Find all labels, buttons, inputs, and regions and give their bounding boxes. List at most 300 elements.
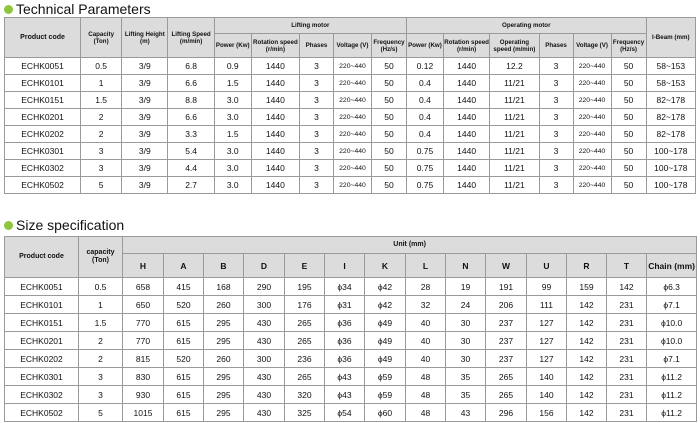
- cell-dimension: 140: [527, 386, 567, 404]
- cell-dimension: 43: [446, 404, 486, 422]
- cell-dimension: ϕ31: [325, 296, 365, 314]
- cell-om-phases: 3: [539, 92, 573, 109]
- cell-dimension: 295: [204, 314, 244, 332]
- cell-lm-power: 3.0: [214, 143, 251, 160]
- cell-om-rotation: 1440: [443, 143, 489, 160]
- technical-parameters-title: [4, 0, 151, 18]
- table-row: [5, 177, 696, 194]
- cell-lifting-height: 3/9: [122, 109, 168, 126]
- cell-om-power: 0.12: [406, 58, 443, 75]
- cell-lm-power: 3.0: [214, 160, 251, 177]
- cell-lm-power: 3.0: [214, 109, 251, 126]
- cell-dimension: 176: [285, 296, 325, 314]
- cell-dimension: 48: [406, 404, 446, 422]
- cell-lm-power: 3.0: [214, 177, 251, 194]
- cell-lifting-speed: 2.7: [168, 177, 214, 194]
- cell-lm-rotation: 1440: [251, 58, 299, 75]
- cell-capacity: 2: [81, 109, 122, 126]
- cell-om-voltage: 220~440: [573, 177, 611, 194]
- cell-om-frequency: 50: [611, 92, 646, 109]
- cell-om-voltage: 220~440: [573, 126, 611, 143]
- header-om-speed: Operating speed (m/min): [490, 34, 539, 58]
- cell-om-frequency: 50: [611, 75, 646, 92]
- cell-lm-frequency: 50: [372, 75, 407, 92]
- cell-lm-voltage: 220~440: [333, 160, 371, 177]
- cell-dimension: 430: [244, 314, 285, 332]
- cell-capacity: 5: [81, 177, 122, 194]
- cell-lm-frequency: 50: [372, 177, 407, 194]
- table-row: [5, 92, 696, 109]
- cell-capacity: 0.5: [79, 278, 123, 296]
- cell-om-voltage: 220~440: [573, 143, 611, 160]
- cell-lm-rotation: 1440: [251, 143, 299, 160]
- header-lm-rotation: Rotation speed (r/min): [251, 34, 299, 58]
- cell-dimension: 265: [285, 368, 325, 386]
- cell-dimension: 127: [527, 314, 567, 332]
- cell-dimension: ϕ43: [325, 368, 365, 386]
- cell-lifting-speed: 4.4: [168, 160, 214, 177]
- cell-capacity: 1: [79, 296, 123, 314]
- cell-dimension: 815: [123, 350, 164, 368]
- cell-lm-phases: 3: [300, 109, 334, 126]
- cell-i-beam: 100~178: [646, 143, 695, 160]
- cell-capacity: 2: [81, 126, 122, 143]
- cell-lm-phases: 3: [300, 75, 334, 92]
- cell-om-frequency: 50: [611, 109, 646, 126]
- cell-lm-frequency: 50: [372, 58, 407, 75]
- cell-om-phases: 3: [539, 75, 573, 92]
- cell-dimension: 770: [123, 314, 164, 332]
- cell-dimension: ϕ36: [325, 332, 365, 350]
- cell-lm-phases: 3: [300, 177, 334, 194]
- cell-lm-rotation: 1440: [251, 177, 299, 194]
- cell-dimension: 430: [244, 386, 285, 404]
- cell-dimension: 237: [486, 314, 527, 332]
- cell-om-voltage: 220~440: [573, 58, 611, 75]
- cell-dimension: ϕ10.0: [647, 332, 697, 350]
- cell-dimension: 30: [446, 332, 486, 350]
- header-col-w: W: [486, 254, 527, 278]
- cell-om-speed: 12.2: [490, 58, 539, 75]
- cell-product-code: ECHK0202: [5, 350, 79, 368]
- bullet-dot-icon: [4, 5, 13, 14]
- cell-dimension: 295: [204, 386, 244, 404]
- header-lifting-speed: Lifting Speed (m/min): [168, 18, 214, 58]
- cell-capacity: 2: [79, 350, 123, 368]
- cell-dimension: 265: [486, 386, 527, 404]
- cell-dimension: 295: [204, 332, 244, 350]
- cell-dimension: 40: [406, 332, 446, 350]
- cell-lm-frequency: 50: [372, 143, 407, 160]
- cell-dimension: 260: [204, 296, 244, 314]
- table-row: [5, 109, 696, 126]
- cell-om-voltage: 220~440: [573, 160, 611, 177]
- header-col-l: L: [406, 254, 446, 278]
- cell-product-code: ECHK0201: [5, 332, 79, 350]
- cell-lm-voltage: 220~440: [333, 58, 371, 75]
- cell-lifting-height: 3/9: [122, 92, 168, 109]
- size-specification-table: [4, 236, 697, 422]
- cell-product-code: ECHK0101: [5, 296, 79, 314]
- cell-dimension: ϕ7.1: [647, 296, 697, 314]
- cell-lm-frequency: 50: [372, 109, 407, 126]
- cell-dimension: 615: [164, 404, 204, 422]
- cell-lm-power: 1.5: [214, 75, 251, 92]
- header-unit: Unit (mm): [123, 237, 697, 254]
- cell-i-beam: 100~178: [646, 177, 695, 194]
- header-capacity: capacity (Ton): [79, 237, 123, 278]
- cell-lm-voltage: 220~440: [333, 126, 371, 143]
- cell-om-frequency: 50: [611, 143, 646, 160]
- cell-dimension: 142: [567, 296, 607, 314]
- cell-lm-rotation: 1440: [251, 160, 299, 177]
- cell-dimension: ϕ49: [365, 332, 406, 350]
- cell-om-frequency: 50: [611, 126, 646, 143]
- cell-dimension: 295: [204, 404, 244, 422]
- cell-dimension: 48: [406, 386, 446, 404]
- cell-om-power: 0.4: [406, 126, 443, 143]
- cell-om-phases: 3: [539, 109, 573, 126]
- cell-dimension: 320: [285, 386, 325, 404]
- cell-dimension: 1015: [123, 404, 164, 422]
- cell-lm-frequency: 50: [372, 92, 407, 109]
- cell-om-speed: 11/21: [490, 92, 539, 109]
- header-lm-frequency: Frequency (Hz/s): [372, 34, 407, 58]
- cell-dimension: 142: [607, 278, 647, 296]
- cell-om-power: 0.4: [406, 75, 443, 92]
- header-product-code: Product code: [5, 237, 79, 278]
- cell-product-code: ECHK0051: [5, 58, 81, 75]
- table-row: [5, 126, 696, 143]
- cell-dimension: 30: [446, 350, 486, 368]
- table-row: [5, 160, 696, 177]
- cell-om-power: 0.4: [406, 109, 443, 126]
- cell-product-code: ECHK0151: [5, 314, 79, 332]
- cell-dimension: 127: [527, 350, 567, 368]
- cell-dimension: 231: [607, 296, 647, 314]
- table-row: [5, 296, 697, 314]
- cell-dimension: 231: [607, 350, 647, 368]
- cell-dimension: 48: [406, 368, 446, 386]
- cell-dimension: ϕ42: [365, 278, 406, 296]
- cell-dimension: 231: [607, 368, 647, 386]
- cell-dimension: 24: [446, 296, 486, 314]
- cell-lifting-height: 3/9: [122, 75, 168, 92]
- cell-i-beam: 82~178: [646, 92, 695, 109]
- cell-dimension: 40: [406, 314, 446, 332]
- cell-om-rotation: 1440: [443, 126, 489, 143]
- cell-dimension: 236: [285, 350, 325, 368]
- header-col-r: R: [567, 254, 607, 278]
- cell-i-beam: 82~178: [646, 126, 695, 143]
- cell-lm-rotation: 1440: [251, 75, 299, 92]
- table-row: [5, 386, 697, 404]
- cell-om-frequency: 50: [611, 58, 646, 75]
- cell-dimension: 296: [486, 404, 527, 422]
- cell-om-rotation: 1440: [443, 177, 489, 194]
- cell-dimension: ϕ59: [365, 368, 406, 386]
- cell-om-speed: 11/21: [490, 160, 539, 177]
- cell-dimension: ϕ43: [325, 386, 365, 404]
- cell-lifting-speed: 6.6: [168, 75, 214, 92]
- cell-dimension: 30: [446, 314, 486, 332]
- cell-dimension: 265: [285, 332, 325, 350]
- cell-product-code: ECHK0302: [5, 386, 79, 404]
- cell-capacity: 3: [79, 386, 123, 404]
- cell-product-code: ECHK0201: [5, 109, 81, 126]
- cell-lm-rotation: 1440: [251, 109, 299, 126]
- cell-lm-rotation: 1440: [251, 126, 299, 143]
- header-product-code: Product code: [5, 18, 81, 58]
- cell-dimension: 430: [244, 332, 285, 350]
- cell-om-power: 0.75: [406, 177, 443, 194]
- cell-dimension: 430: [244, 368, 285, 386]
- cell-dimension: 237: [486, 350, 527, 368]
- cell-dimension: 195: [285, 278, 325, 296]
- cell-capacity: 2: [79, 332, 123, 350]
- section-title-text: Technical Parameters: [16, 1, 151, 17]
- header-om-power: Power (Kw): [406, 34, 443, 58]
- cell-product-code: ECHK0202: [5, 126, 81, 143]
- table-row: [5, 143, 696, 160]
- cell-lifting-height: 3/9: [122, 160, 168, 177]
- header-col-u: U: [527, 254, 567, 278]
- cell-om-speed: 11/21: [490, 109, 539, 126]
- cell-lifting-speed: 3.3: [168, 126, 214, 143]
- header-lifting-height: Lifting Height (m): [122, 18, 168, 58]
- cell-dimension: 127: [527, 332, 567, 350]
- size-table-body: [5, 278, 697, 422]
- cell-lm-frequency: 50: [372, 160, 407, 177]
- cell-dimension: 615: [164, 332, 204, 350]
- cell-om-speed: 11/21: [490, 126, 539, 143]
- cell-om-rotation: 1440: [443, 92, 489, 109]
- section-title-text: Size specification: [16, 217, 125, 233]
- table-row: [5, 314, 697, 332]
- header-lm-phases: Phases: [300, 34, 334, 58]
- size-specification-title: [4, 216, 124, 234]
- cell-dimension: 159: [567, 278, 607, 296]
- cell-dimension: ϕ42: [365, 296, 406, 314]
- cell-om-speed: 11/21: [490, 177, 539, 194]
- cell-lm-phases: 3: [300, 143, 334, 160]
- cell-i-beam: 58~153: [646, 58, 695, 75]
- cell-om-phases: 3: [539, 143, 573, 160]
- cell-om-phases: 3: [539, 58, 573, 75]
- cell-om-power: 0.75: [406, 143, 443, 160]
- cell-om-phases: 3: [539, 126, 573, 143]
- cell-om-rotation: 1440: [443, 160, 489, 177]
- cell-dimension: ϕ11.2: [647, 368, 697, 386]
- cell-dimension: 99: [527, 278, 567, 296]
- cell-dimension: 35: [446, 386, 486, 404]
- cell-dimension: 111: [527, 296, 567, 314]
- header-col-b: B: [204, 254, 244, 278]
- cell-dimension: 265: [486, 368, 527, 386]
- cell-om-speed: 11/21: [490, 75, 539, 92]
- cell-dimension: 300: [244, 296, 285, 314]
- cell-product-code: ECHK0301: [5, 143, 81, 160]
- cell-om-phases: 3: [539, 177, 573, 194]
- header-col-e: E: [285, 254, 325, 278]
- cell-lm-rotation: 1440: [251, 92, 299, 109]
- cell-dimension: 650: [123, 296, 164, 314]
- cell-om-voltage: 220~440: [573, 109, 611, 126]
- cell-lm-power: 0.9: [214, 58, 251, 75]
- cell-dimension: 140: [527, 368, 567, 386]
- cell-dimension: 300: [244, 350, 285, 368]
- cell-lifting-speed: 6.8: [168, 58, 214, 75]
- cell-om-rotation: 1440: [443, 58, 489, 75]
- cell-om-power: 0.4: [406, 92, 443, 109]
- bullet-dot-icon: [4, 221, 13, 230]
- header-col-i: I: [325, 254, 365, 278]
- cell-dimension: 290: [244, 278, 285, 296]
- cell-om-rotation: 1440: [443, 109, 489, 126]
- table-row: [5, 58, 696, 75]
- cell-om-frequency: 50: [611, 177, 646, 194]
- table-row: [5, 332, 697, 350]
- cell-capacity: 1.5: [81, 92, 122, 109]
- cell-i-beam: 82~178: [646, 109, 695, 126]
- cell-dimension: 231: [607, 332, 647, 350]
- cell-dimension: 265: [285, 314, 325, 332]
- cell-dimension: 415: [164, 278, 204, 296]
- cell-product-code: ECHK0502: [5, 404, 79, 422]
- cell-capacity: 5: [79, 404, 123, 422]
- header-om-frequency: Frequency (Hz/s): [611, 34, 646, 58]
- cell-capacity: 1.5: [79, 314, 123, 332]
- cell-dimension: 930: [123, 386, 164, 404]
- cell-lm-power: 1.5: [214, 126, 251, 143]
- cell-dimension: ϕ49: [365, 314, 406, 332]
- header-col-a: A: [164, 254, 204, 278]
- cell-dimension: 142: [567, 350, 607, 368]
- cell-dimension: 615: [164, 314, 204, 332]
- header-operating-motor: Operating motor: [406, 18, 646, 34]
- cell-dimension: ϕ36: [325, 350, 365, 368]
- table-row: [5, 278, 697, 296]
- cell-dimension: 520: [164, 350, 204, 368]
- cell-dimension: 142: [567, 314, 607, 332]
- cell-om-rotation: 1440: [443, 75, 489, 92]
- cell-lm-voltage: 220~440: [333, 177, 371, 194]
- cell-dimension: 28: [406, 278, 446, 296]
- cell-product-code: ECHK0101: [5, 75, 81, 92]
- cell-om-voltage: 220~440: [573, 92, 611, 109]
- cell-lm-voltage: 220~440: [333, 109, 371, 126]
- table-row: [5, 368, 697, 386]
- header-col-h: H: [123, 254, 164, 278]
- cell-dimension: 206: [486, 296, 527, 314]
- cell-dimension: 830: [123, 368, 164, 386]
- cell-lifting-height: 3/9: [122, 177, 168, 194]
- cell-lifting-speed: 8.8: [168, 92, 214, 109]
- header-col-t: T: [607, 254, 647, 278]
- header-om-phases: Phases: [539, 34, 573, 58]
- technical-parameters-table: [4, 17, 696, 194]
- cell-product-code: ECHK0051: [5, 278, 79, 296]
- cell-dimension: 142: [567, 332, 607, 350]
- header-om-voltage: Voltage (V): [573, 34, 611, 58]
- cell-dimension: 19: [446, 278, 486, 296]
- cell-lm-frequency: 50: [372, 126, 407, 143]
- header-col-k: K: [365, 254, 406, 278]
- cell-dimension: 295: [204, 368, 244, 386]
- cell-i-beam: 58~153: [646, 75, 695, 92]
- cell-lm-phases: 3: [300, 160, 334, 177]
- cell-product-code: ECHK0301: [5, 368, 79, 386]
- cell-dimension: ϕ59: [365, 386, 406, 404]
- cell-dimension: 35: [446, 368, 486, 386]
- cell-dimension: ϕ6.3: [647, 278, 697, 296]
- cell-dimension: ϕ11.2: [647, 386, 697, 404]
- header-lm-power: Power (Kw): [214, 34, 251, 58]
- header-col-n: N: [446, 254, 486, 278]
- cell-lifting-speed: 6.6: [168, 109, 214, 126]
- cell-product-code: ECHK0502: [5, 177, 81, 194]
- cell-dimension: 770: [123, 332, 164, 350]
- cell-lifting-height: 3/9: [122, 58, 168, 75]
- cell-lifting-speed: 5.4: [168, 143, 214, 160]
- cell-lm-voltage: 220~440: [333, 75, 371, 92]
- table-row: [5, 75, 696, 92]
- cell-lm-phases: 3: [300, 126, 334, 143]
- header-lifting-motor: Lifting motor: [214, 18, 406, 34]
- header-i-beam: I-Beam (mm): [646, 18, 695, 58]
- cell-dimension: 142: [567, 386, 607, 404]
- cell-dimension: 260: [204, 350, 244, 368]
- cell-dimension: 156: [527, 404, 567, 422]
- cell-product-code: ECHK0302: [5, 160, 81, 177]
- cell-dimension: 430: [244, 404, 285, 422]
- header-capacity: Capacity (Ton): [81, 18, 122, 58]
- cell-lm-power: 3.0: [214, 92, 251, 109]
- cell-product-code: ECHK0151: [5, 92, 81, 109]
- cell-lifting-height: 3/9: [122, 126, 168, 143]
- cell-dimension: 40: [406, 350, 446, 368]
- cell-capacity: 0.5: [81, 58, 122, 75]
- cell-capacity: 3: [81, 143, 122, 160]
- header-lm-voltage: Voltage (V): [333, 34, 371, 58]
- cell-om-speed: 11/21: [490, 143, 539, 160]
- cell-dimension: ϕ36: [325, 314, 365, 332]
- header-col-d: D: [244, 254, 285, 278]
- cell-om-frequency: 50: [611, 160, 646, 177]
- cell-dimension: 615: [164, 386, 204, 404]
- cell-dimension: 32: [406, 296, 446, 314]
- cell-dimension: ϕ34: [325, 278, 365, 296]
- cell-dimension: 231: [607, 314, 647, 332]
- cell-dimension: 142: [567, 368, 607, 386]
- cell-dimension: 168: [204, 278, 244, 296]
- cell-dimension: 142: [567, 404, 607, 422]
- cell-dimension: ϕ7.1: [647, 350, 697, 368]
- header-om-rotation: Rotation speed (r/min): [443, 34, 489, 58]
- cell-capacity: 3: [79, 368, 123, 386]
- cell-i-beam: 100~178: [646, 160, 695, 177]
- cell-lifting-height: 3/9: [122, 143, 168, 160]
- cell-lm-voltage: 220~440: [333, 143, 371, 160]
- cell-dimension: 191: [486, 278, 527, 296]
- technical-table-body: [5, 58, 696, 194]
- cell-dimension: ϕ49: [365, 350, 406, 368]
- cell-dimension: ϕ54: [325, 404, 365, 422]
- cell-dimension: 520: [164, 296, 204, 314]
- cell-dimension: 615: [164, 368, 204, 386]
- cell-dimension: ϕ10.0: [647, 314, 697, 332]
- cell-lm-voltage: 220~440: [333, 92, 371, 109]
